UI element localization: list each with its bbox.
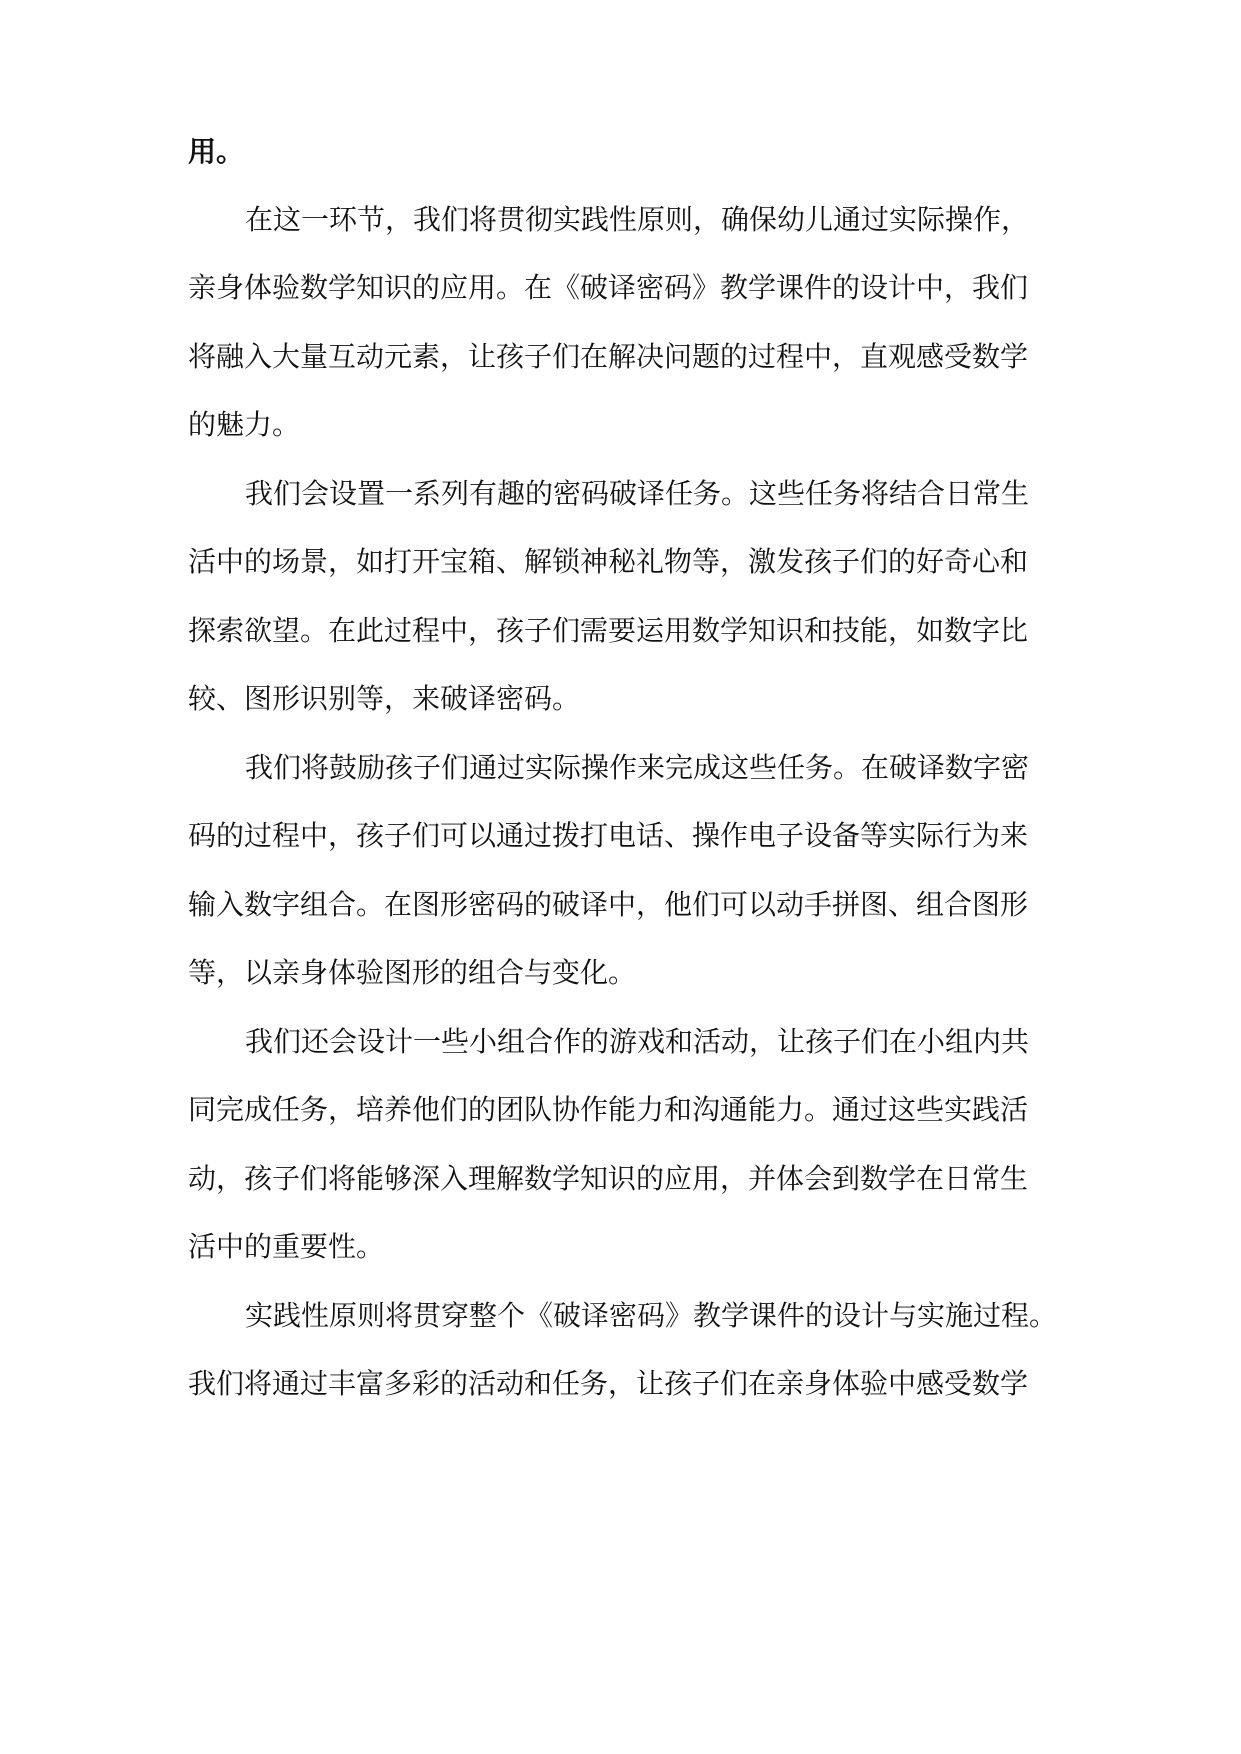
paragraph-first-line: 在这一环节，我们将贯彻实践性原则，确保幼儿通过实际操作， xyxy=(245,203,1030,236)
text-line: 同完成任务，培养他们的团队协作能力和沟通能力。通过这些实践活 xyxy=(188,1093,1029,1126)
text-line: 活中的重要性。 xyxy=(188,1230,385,1263)
text-line: 用。 xyxy=(188,135,245,168)
text-line: 将融入大量互动元素，让孩子们在解决问题的过程中，直观感受数学 xyxy=(188,340,1029,373)
paragraph-first-line: 实践性原则将贯穿整个《破译密码》教学课件的设计与实施过程。 xyxy=(245,1299,1058,1332)
text-line: 活中的场景，如打开宝箱、解锁神秘礼物等，激发孩子们的好奇心和 xyxy=(188,545,1029,578)
text-line: 输入数字组合。在图形密码的破译中，他们可以动手拼图、组合图形 xyxy=(188,888,1029,921)
text-line: 我们将通过丰富多彩的活动和任务，让孩子们在亲身体验中感受数学 xyxy=(188,1367,1029,1400)
text-line: 等，以亲身体验图形的组合与变化。 xyxy=(188,956,637,989)
text-line: 码的过程中，孩子们可以通过拨打电话、操作电子设备等实际行为来 xyxy=(188,819,1029,852)
paragraph-first-line: 我们会设置一系列有趣的密码破译任务。这些任务将结合日常生 xyxy=(245,477,1030,510)
paragraph-first-line: 我们将鼓励孩子们通过实际操作来完成这些任务。在破译数字密 xyxy=(245,751,1030,784)
text-line: 动，孩子们将能够深入理解数学知识的应用，并体会到数学在日常生 xyxy=(188,1162,1029,1195)
paragraph-first-line: 我们还会设计一些小组合作的游戏和活动，让孩子们在小组内共 xyxy=(245,1025,1030,1058)
text-line: 较、图形识别等，来破译密码。 xyxy=(188,682,581,715)
text-line: 的魅力。 xyxy=(188,408,301,441)
text-line: 探索欲望。在此过程中，孩子们需要运用数学知识和技能，如数字比 xyxy=(188,614,1029,647)
text-line: 亲身体验数学知识的应用。在《破译密码》教学课件的设计中，我们 xyxy=(188,271,1029,304)
